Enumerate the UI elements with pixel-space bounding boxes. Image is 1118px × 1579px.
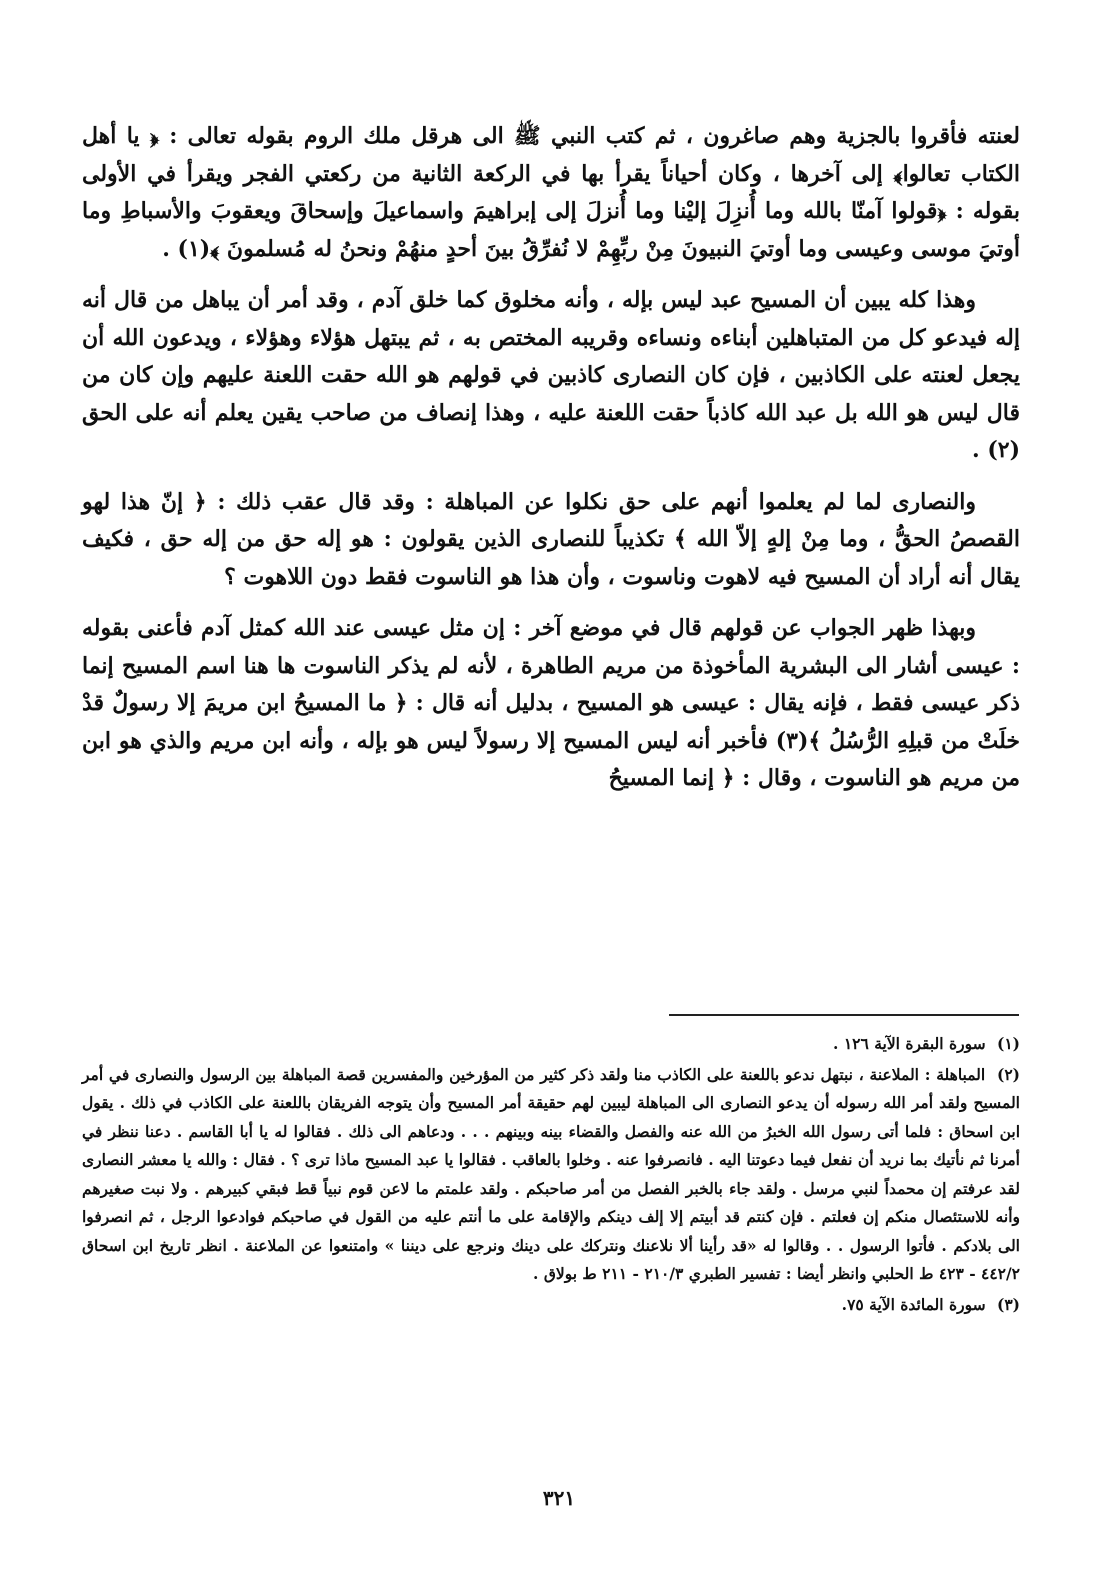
paragraph: والنصارى لما لم يعلموا أنهم على حق نكلوا عن المباهلة : وقد قال عقب ذلك : ﴿ إنّ هذا لهو القصصُ الحقُّ ، وما مِنْ إلهٍ إلاّ الله ﴾ تكذيباً للنصارى الذين يقولون : هو إله حق من إله حق ، فكيف يقال أنه أراد أن المسيح فيه لاهوت وناسوت ، وأن هذا هو الناسوت فقط دون اللاهوت ؟ bbox=[82, 488, 1020, 590]
paragraph-continued: لعنته فأقروا بالجزية وهم صاغرون ، ثم كتب النبي ﷺ الى هرقل ملك الروم بقوله تعالى : ﴿ يا أهل الكتاب تعالوا﴾ إلى آخرها ، وكان أحياناً يقرأ بها في الركعة الثانية من ركعتي الفجر ويقرأ في الأولى بقوله : ﴿قولوا آمنّا بالله وما أُنزِلَ إليْنا وما أُنزلَ إلى إبراهيمَ واسماعيلَ وإسحاقَ ويعقوبَ والأسباطِ وما أوتيَ موسى وعيسى وما أوتيَ النبيونَ مِنْ ربِّهِمْ لا نُفرِّقُ بينَ أحدٍ منهُمْ ونحنُ له مُسلمونَ ﴾(١) . bbox=[82, 123, 1020, 262]
footnote-text: سورة المائدة الآية ٧٥. bbox=[841, 1294, 986, 1314]
footnote-text: سورة البقرة الآية ١٢٦ . bbox=[833, 1034, 986, 1053]
footnote-number: (٣) bbox=[996, 1294, 1020, 1314]
footnote-divider bbox=[669, 1014, 1019, 1016]
footnote-number: (٢) bbox=[996, 1064, 1020, 1084]
main-body-text bbox=[82, 118, 1020, 812]
footnote-text: المباهلة : الملاعنة ، نبتهل ندعو باللعنة على الكاذب منا ولقد ذكر كثير من المؤرخين والمفسرين قصة المباهلة بين الرسول والنصارى في أمر المسيح ولقد أمر الله رسوله أن يدعو النصارى الى المباهلة ليبين لهم حقيقة أمر المسيح وأن يتوجه الفريقان باللعنة على الكاذب في ذلك . يقول ابن اسحاق : فلما أتى رسول الله الخبرُ من الله عنه والفصل والقضاء بينه وبينهم . . . ودعاهم الى ذلك . فقالوا له يا أبا القاسم . دعنا ننظر في أمرنا ثم نأتيك بما نريد أن نفعل فيما دعوتنا اليه . فانصرفوا عنه . وخلوا بالعاقب . فقالوا يا عبد المسيح ماذا ترى ؟ . فقال : والله يا معشر النصارى لقد عرفتم إن محمداً لنبي مرسل . ولقد جاء بالخبر الفصل من أمر صاحبكم . ولقد علمتم ما لاعن قوم نبياً قط فبقي كبيرهم . ولا نبت صغيرهم وأنه للاستئصال منكم إن فعلتم . فإن كنتم قد أبيتم إلا إلف دينكم والإقامة على ما أنتم عليه من القول في صاحبكم فوادعوا الرجل ، ثم انصرفوا الى بلادكم . فأتوا الرسول . . وقالوا له «قد رأينا ألا نلاعنك ونتركك على دينك ونرجع على ديننا » وامتنعوا عن الملاعنة . انظر تاريخ ابن اسحاق ٤٤٢/٢ - ٤٢٣ ط الحلبي وانظر أيضا : تفسير الطبري ٢١٠/٣ - ٢١١ ط بولاق . bbox=[82, 1064, 1020, 1283]
footnotes bbox=[82, 1030, 1020, 1321]
paragraph: وهذا كله يبين أن المسيح عبد ليس بإله ، وأنه مخلوق كما خلق آدم ، وقد أمر أن يباهل من قال أنه إله فيدعو كل من المتباهلين أبناءه ونساءه وقريبه المختص به ، ثم يبتهل هؤلاء وهؤلاء ، ويدعون الله أن يجعل لعنته على الكاذبين ، فإن كان النصارى كاذبين في قولهم هو الله حقت اللعنة عليهم وإن كان من قال ليس هو الله بل عبد الله كاذباً حقت اللعنة عليه ، وهذا إنصاف من صاحب يقين يعلم أنه على الحق (٢) . bbox=[82, 287, 1020, 463]
paragraph: وبهذا ظهر الجواب عن قولهم قال في موضع آخر : إن مثل عيسى عند الله كمثل آدم فأعنى بقوله : عيسى أشار الى البشرية المأخوذة من مريم الطاهرة ، لأنه لم يذكر الناسوت ها هنا اسم المسيح إنما ذكر عيسى فقط ، فإنه يقال : عيسى هو المسيح ، بدليل أنه قال : ﴿ ما المسيحُ ابن مريمَ إلا رسولٌ قدْ خلَتْ من قبلِهِ الرُّسُلُ ﴾(٣) فأخبر أنه ليس المسيح إلا رسولاً ليس هو بإله ، وأنه ابن مريم والذي هو ابن من مريم هو الناسوت ، وقال : ﴿ إنما المسيحُ bbox=[82, 615, 1021, 791]
footnote-number: (١) bbox=[996, 1034, 1020, 1053]
footnote-3 bbox=[82, 1291, 1020, 1320]
page-number: ٣٢١ bbox=[542, 1486, 576, 1510]
footnote-2 bbox=[82, 1061, 1020, 1289]
footnote-1 bbox=[82, 1030, 1020, 1059]
